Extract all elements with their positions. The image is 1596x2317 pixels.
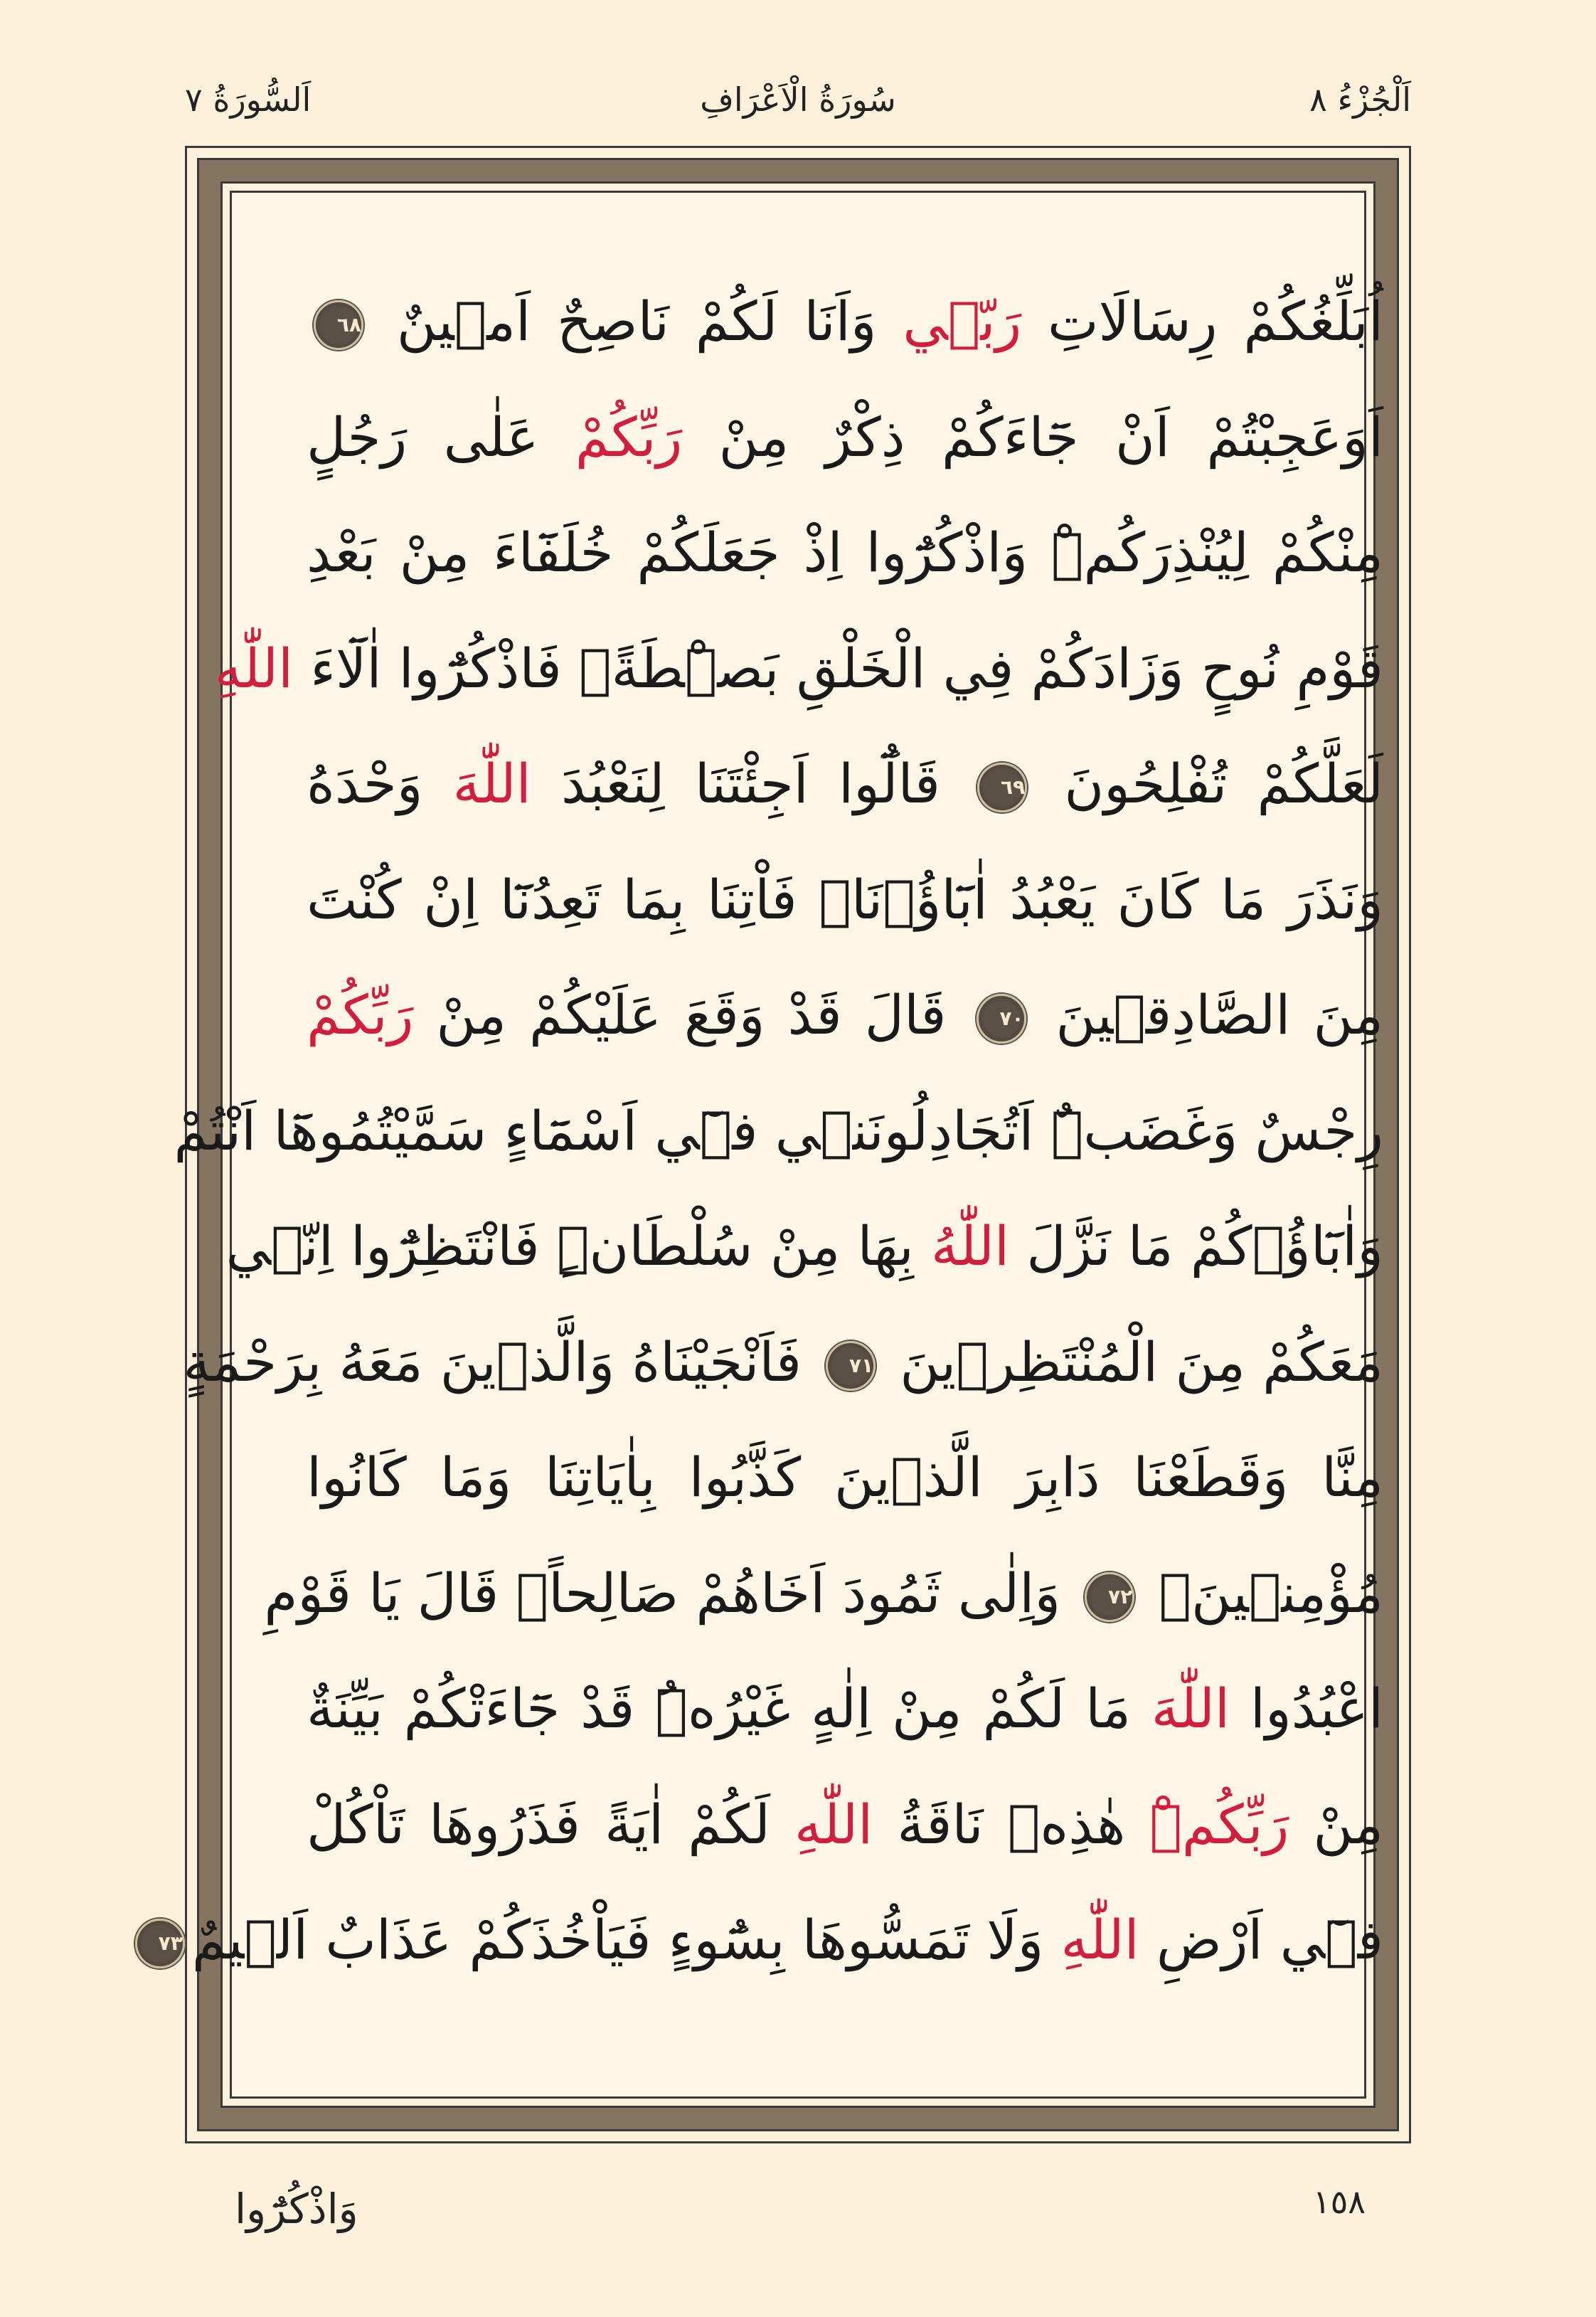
text-line [307,264,1383,380]
verse-text: فَاَنْجَيْنَاهُ وَالَّذ۪ينَ مَعَهُ بِرَحْمَةٍ [183,1330,819,1394]
text-line [307,1420,1383,1536]
verse-text: اعْبُدُوا [1230,1677,1383,1740]
verse-text: قَالُٓوا اَجِئْتَنَا لِنَعْبُدَ [531,752,971,815]
text-line [307,958,1383,1073]
verse-text: مِنْ [1289,1792,1383,1856]
ayah-number-marker: ٦٩ [977,763,1027,812]
text-line [307,1651,1383,1767]
verse-text: مَا لَكُمْ مِنْ اِلٰهٍ غَيْرُهُۜ قَدْ جَٓاءَتْكُمْ بَيِّنَةٌ [307,1677,1151,1740]
divine-name: اللّٰهِ [214,636,294,700]
text-line [225,1189,1383,1305]
verse-text: عَلٰى رَجُلٍ [307,405,575,469]
surah-number-label: اَلسُّورَةُ ٧ [185,80,312,119]
verse-text: وَاٰبَٓاؤُ۬كُمْ مَا نَزَّلَ [1009,1214,1383,1278]
ayah-number-marker: ٧١ [826,1341,876,1391]
text-line [307,495,1383,611]
text-line [214,611,1383,727]
verse-text: رِجْسٌ وَغَضَبٌۜ اَتُجَادِلُونَن۪ي ف۪ٓي اَسْمَٓاءٍ سَمَّيْتُمُوهَٓا اَنْتُمْ [174,1098,1383,1162]
divine-name: رَبِّكُمْۜ [1149,1792,1289,1856]
verse-text: مِنَ الصَّادِق۪ينَ [1033,983,1384,1046]
page-header [185,71,1411,128]
verse-text: وَاَنَا لَكُمْ نَاصِحٌ اَم۪ينٌ [371,290,903,353]
frame-border-band [158,158,1399,2131]
verse-text: قَوْمِ نُوحٍ وَزَادَكُمْ فِي الْخَلْقِ بَصْۜطَةًۚ فَاذْكُرُٓوا اٰلَٓاءَ [293,636,1383,700]
text-line [307,842,1383,958]
verse-text: لَعَلَّكُمْ تُفْلِحُونَ [1034,752,1383,815]
verse-text: بِهَا مِنْ سُلْطَانٍۜ فَانْتَظِرُٓوا اِنّ۪ي [225,1214,931,1278]
page-footer [235,2170,1366,2234]
verse-text: قَالَ قَدْ وَقَعَ عَلَيْكُمْ مِنْ [413,983,969,1046]
divine-name: رَبِّكُمْ [307,983,414,1046]
juz-label: اَلْجُزْءُ ٨ [1309,80,1411,119]
text-line [264,1536,1383,1652]
ayah-number-marker: ٧٢ [1085,1572,1134,1622]
verse-text: مَعَكُمْ مِنَ الْمُنْتَظِر۪ينَ [883,1330,1383,1394]
text-line [174,1073,1383,1189]
text-line [183,1305,1383,1421]
verse-text: مِنَّا وَقَطَعْنَا دَابِرَ الَّذ۪ينَ كَذَّبُوا بِاٰيَاتِنَا وَمَا كَانُوا [307,1446,1383,1509]
divine-name: اللّٰهِ [794,1792,873,1856]
verse-text: وَاِلٰى ثَمُودَ اَخَاهُمْ صَالِحاًۢ قَالَ يَا قَوْمِ [264,1561,1078,1625]
verse-text: ف۪ٓي اَرْضِ [1139,1908,1383,1971]
quran-text-block [158,264,1384,2114]
surah-title: سُورَةُ الْاَعْرَافِ [700,80,896,119]
frame-inner-border [158,181,1384,2108]
text-line [307,380,1383,496]
verse-text: وَحْدَهُ [307,752,453,815]
divine-name: اللّٰهَ [1151,1677,1230,1740]
page-frame [158,146,1411,2143]
verse-text: اَوَعَجِبْتُمْ اَنْ جَٓاءَكُمْ ذِكْرٌ مِنْ [682,405,1383,469]
verse-text: وَلَا تَمَسُّوهَا بِسُٓوءٍ فَيَاْخُذَكُمْ عَذَابٌ اَل۪يمٌ [191,1908,1061,1971]
divine-name: رَبّ۪ي [903,290,1022,353]
verse-text: لَكُمْ اٰيَةً فَذَرُوهَا تَاْكُلْ [307,1792,795,1856]
divine-name: رَبِّكُمْ [575,405,683,469]
text-panel [158,191,1384,2099]
text-line [307,726,1383,842]
text-line [158,1882,1383,1998]
divine-name: اللّٰهُ [930,1214,1010,1278]
verse-text: هٰذِه۪ نَاقَةُ [873,1792,1150,1856]
verse-text: مُؤْمِن۪ينَ۟ [1142,1561,1383,1625]
verse-text: اُبَلِّغُكُمْ رِسَالَاتِ [1021,290,1384,353]
ayah-number-marker: ٦٨ [314,300,363,350]
divine-name: اللّٰهِ [1060,1908,1139,1971]
ayah-number-marker: ٧٠ [977,994,1026,1044]
verse-text: مِنْكُمْ لِيُنْذِرَكُمْۜ وَاذْكُرُٓوا اِذْ جَعَلَكُمْ خُلَفَٓاءَ مِنْ بَعْدِ [307,521,1383,584]
verse-text: وَنَذَرَ مَا كَانَ يَعْبُدُ اٰبَٓاؤُ۬نَاۚ فَاْتِنَا بِمَا تَعِدُنَٓا اِنْ كُنْتَ [307,867,1383,931]
page-number: ١٥٨ [1312,2183,1366,2221]
text-line [307,1767,1383,1883]
divine-name: اللّٰهَ [452,752,531,815]
ayah-number-marker: ٧٣ [135,1919,185,1968]
catchword: وَاذْكُرُٓوا [235,2185,358,2233]
